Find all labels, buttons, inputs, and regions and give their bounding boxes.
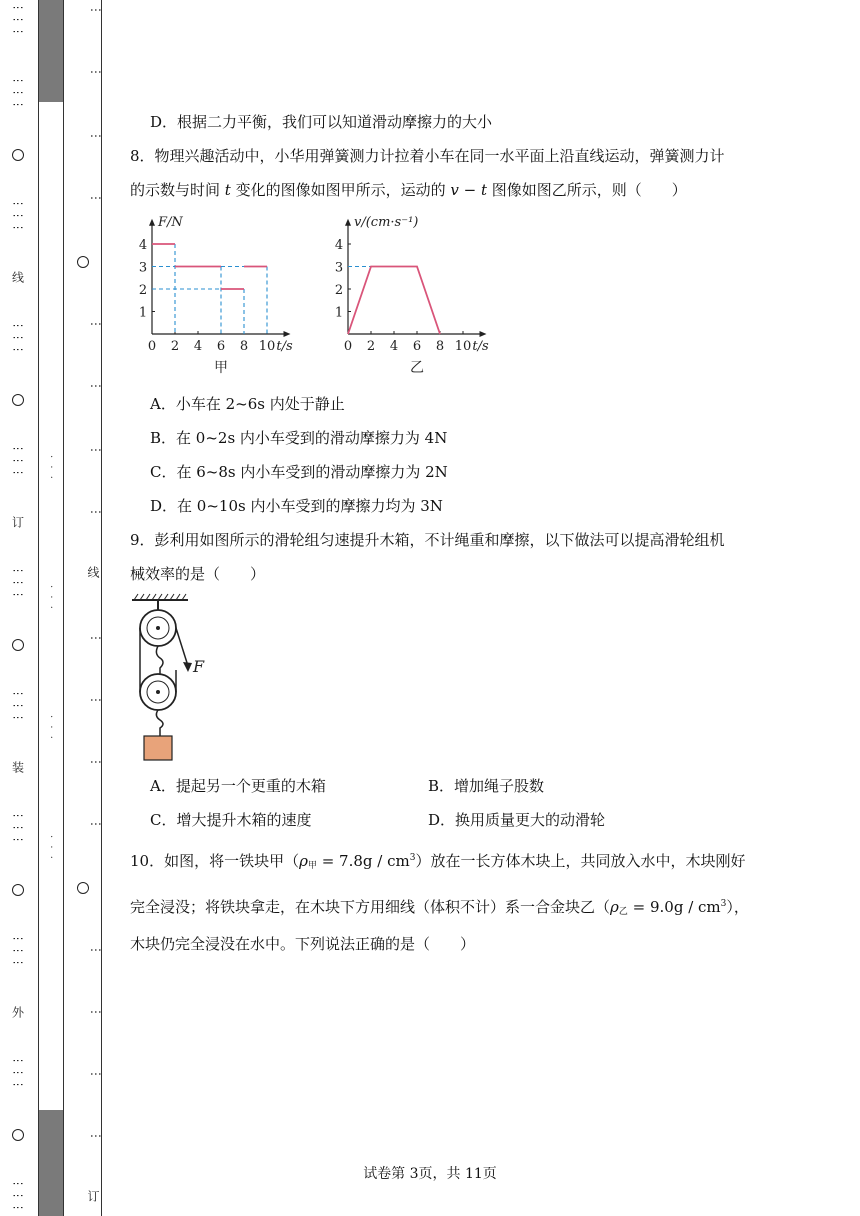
x-axis-label: t/s bbox=[276, 339, 293, 354]
binding-margin-outer bbox=[0, 0, 38, 1216]
x-tick-label: 8 bbox=[239, 339, 249, 354]
x-tick-label: 4 bbox=[193, 339, 203, 354]
binding-faint-dots: · · · bbox=[45, 835, 56, 861]
hook-upper bbox=[156, 646, 163, 674]
q9-option-a: A．提起另一个更重的木箱 bbox=[150, 777, 326, 795]
y-tick-label: 4 bbox=[138, 238, 148, 253]
y-axis-label: v/(cm·s⁻¹) bbox=[354, 215, 419, 230]
wooden-box bbox=[144, 736, 172, 760]
pulley-figure bbox=[130, 590, 220, 770]
binding-glyph-xian: 线 bbox=[86, 566, 100, 578]
x-tick-label: 6 bbox=[412, 339, 422, 354]
y-tick-label: 2 bbox=[138, 283, 148, 298]
pull-arrow-icon bbox=[183, 662, 192, 672]
chart-caption: 甲 bbox=[214, 360, 228, 376]
q10-line3: 木块仍完全浸没在水中。下列说法正确的是（ ） bbox=[130, 935, 476, 953]
y-tick-label: 3 bbox=[334, 260, 344, 276]
q9-stem-line1: 9．彭利用如图所示的滑轮组匀速提升木箱，不计绳重和摩擦，以下做法可以提高滑轮组机 bbox=[130, 531, 725, 549]
x-tick-label: 0 bbox=[147, 339, 157, 354]
binding-dots-column: ⋮⋮⋮ ⋮⋮⋮ ⋮⋮⋮ 线 ⋮⋮⋮ ⋮⋮⋮ 订 ⋮⋮⋮ ⋮⋮⋮ 装 ⋮⋮⋮ ⋮⋮⋮ 外 ⋮⋮⋮ ⋮⋮⋮ bbox=[10, 2, 25, 1214]
q9-stem-line2: 械效率的是（ ） bbox=[130, 565, 266, 583]
chart-caption: 乙 bbox=[410, 360, 424, 376]
q8-option-d: D．在 0~10s 内小车受到的摩擦力均为 3N bbox=[150, 497, 443, 515]
q8-stem-line2: 的示数与时间 t 变化的图像如图甲所示，运动的 v − t 图像如图乙所示，则（ ） bbox=[130, 181, 687, 199]
q8-option-a: A．小车在 2~6s 内处于静止 bbox=[150, 395, 345, 413]
q8-stem-line1: 8．物理兴趣活动中，小华用弹簧测力计拉着小车在同一水平面上沿直线运动，弹簧测力计 bbox=[130, 147, 725, 165]
binding-glyph-ding: 订 bbox=[10, 516, 25, 528]
y-tick-label: 4 bbox=[334, 238, 344, 253]
x-tick-label: 0 bbox=[343, 339, 353, 354]
velocity-line bbox=[348, 267, 440, 335]
binding-circle bbox=[12, 884, 24, 896]
q10-line1: 10．如图，将一铁块甲$(\rho_甲 = 7.8g / cm^3)$放在一长方体木块上，共同放入水中，木块刚好 bbox=[130, 852, 746, 871]
hook-lower bbox=[156, 710, 163, 736]
x-tick-label: 10 bbox=[454, 339, 472, 354]
x-tick-label: 8 bbox=[435, 339, 445, 354]
y-tick-label: 1 bbox=[334, 305, 344, 321]
x-tick-label: 6 bbox=[216, 339, 226, 354]
q9-option-c: C．增大提升木箱的速度 bbox=[150, 811, 312, 829]
y-axis-arrow-icon bbox=[149, 219, 155, 226]
x-tick-label: 10 bbox=[258, 339, 276, 354]
binding-faint-dots: · · · bbox=[45, 715, 56, 741]
binding-margin-inner: ⋮ ⋮ ⋮ ⋮ ⋮ ⋮ ⋮ ⋮ 线 ⋮ ⋮ ⋮ ⋮ ⋮ ⋮ ⋮ ⋮ 订 bbox=[64, 0, 102, 1216]
binding-circle bbox=[64, 882, 102, 897]
binding-circle bbox=[12, 1129, 24, 1141]
q7-option-d: D．根据二力平衡，我们可以知道滑动摩擦力的大小 bbox=[150, 113, 493, 131]
x-axis-arrow-icon bbox=[284, 331, 291, 337]
binding-faint-dots: · · · bbox=[45, 455, 56, 481]
x-axis-label: t/s bbox=[472, 339, 489, 354]
y-axis-label: F/N bbox=[158, 215, 183, 230]
q8-option-b: B．在 0~2s 内小车受到的滑动摩擦力为 4N bbox=[150, 429, 448, 447]
binding-faint-dots: · · · bbox=[45, 585, 56, 611]
x-tick-label: 2 bbox=[170, 339, 180, 354]
q8-option-c: C．在 6~8s 内小车受到的滑动摩擦力为 2N bbox=[150, 463, 448, 481]
binding-circle bbox=[64, 256, 102, 271]
chart-jia bbox=[130, 208, 305, 378]
binding-glyph-xian: 线 bbox=[10, 271, 25, 283]
q9-option-d: D．换用质量更大的动滑轮 bbox=[428, 811, 606, 829]
binding-glyph-ding: 订 bbox=[86, 1190, 100, 1202]
y-tick-label: 2 bbox=[334, 283, 344, 298]
grey-block-top bbox=[39, 0, 63, 102]
rope-pull bbox=[176, 628, 188, 666]
chart-yi bbox=[326, 208, 501, 378]
page-footer: 试卷第 3页，共 11页 bbox=[363, 1166, 497, 1182]
y-tick-label: 3 bbox=[138, 260, 148, 276]
binding-circle bbox=[12, 149, 24, 161]
binding-circle bbox=[12, 394, 24, 406]
x-axis-arrow-icon bbox=[480, 331, 487, 337]
x-tick-label: 2 bbox=[366, 339, 376, 354]
force-label: F bbox=[193, 657, 205, 676]
binding-glyph-zhuang: 装 bbox=[10, 761, 25, 773]
x-tick-label: 4 bbox=[389, 339, 399, 354]
binding-glyph-wai: 外 bbox=[10, 1006, 25, 1018]
q9-option-b: B．增加绳子股数 bbox=[428, 777, 545, 795]
y-axis-arrow-icon bbox=[345, 219, 351, 226]
binding-grey-bar bbox=[38, 0, 64, 1216]
binding-circle bbox=[12, 639, 24, 651]
q10-line2: 完全浸没；将铁块拿走，在木块下方用细线（体积不计）系一合金块乙$(\rho_乙 = 9.0g / cm^3)$， bbox=[130, 898, 749, 917]
y-tick-label: 1 bbox=[138, 305, 148, 321]
